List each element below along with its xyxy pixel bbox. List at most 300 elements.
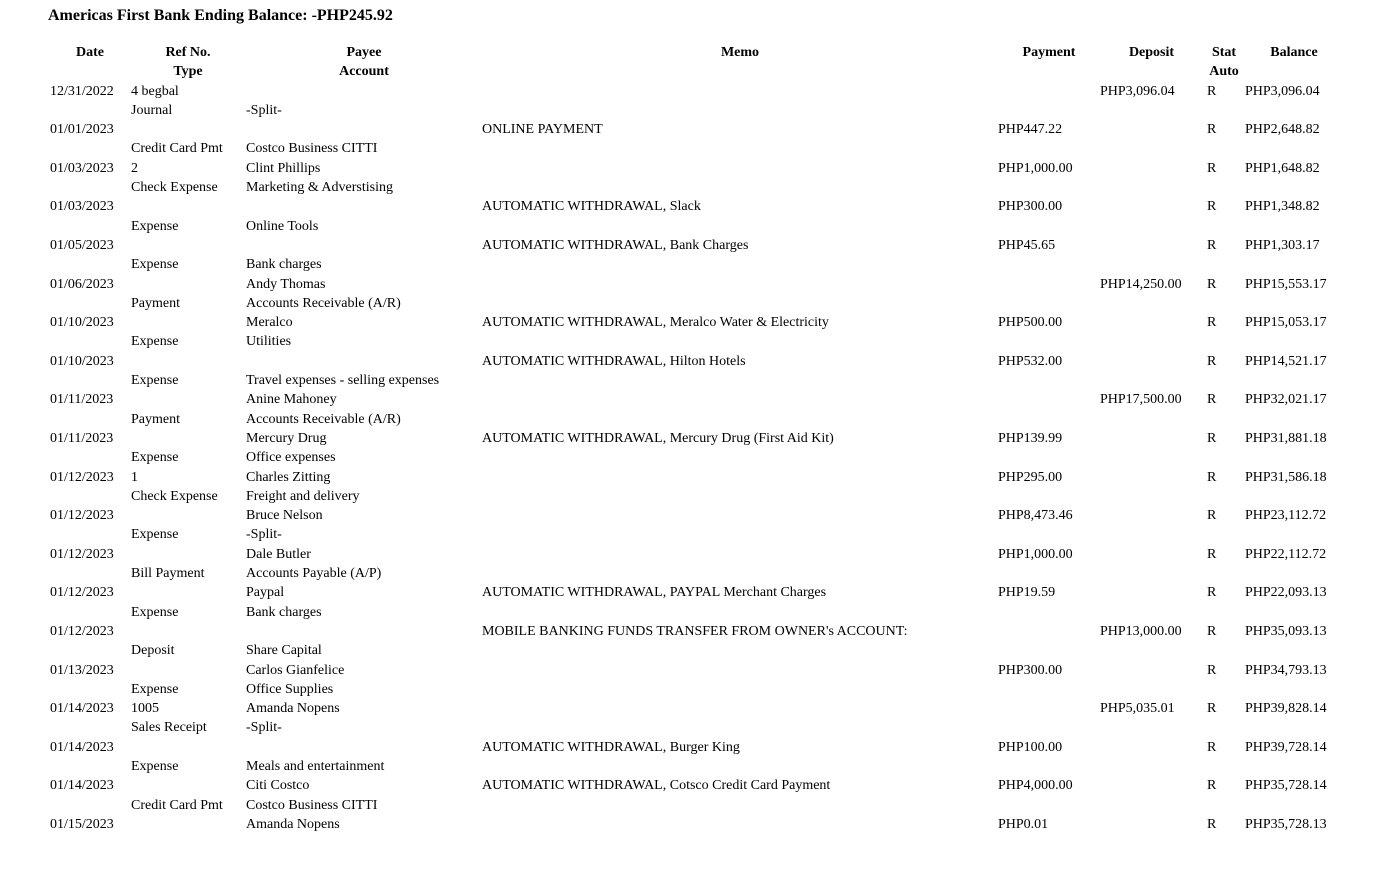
cell-blank [1245, 448, 1343, 467]
transaction-type [130, 834, 246, 853]
cell-blank [1100, 718, 1203, 737]
cell-blank [1100, 796, 1203, 815]
transaction-account: Online Tools [246, 218, 319, 234]
transaction-payee [246, 352, 482, 371]
cell-blank [47, 101, 130, 120]
header-row-2 [47, 62, 1343, 81]
transaction-date: 01/03/2023 [50, 160, 114, 176]
table-row-detail [47, 834, 1343, 853]
cell-blank [47, 525, 130, 544]
cell-blank [1203, 525, 1245, 544]
table-row-detail [47, 410, 1343, 429]
cell-blank [1245, 487, 1343, 506]
transaction-payment: PHP1,000.00 [998, 546, 1073, 562]
transaction-account: Meals and entertainment [246, 758, 385, 774]
transaction-account: Share Capital [246, 643, 322, 659]
transaction-type: Check Expense [131, 180, 218, 196]
cell-blank [1100, 139, 1203, 158]
transaction-status: R [1207, 778, 1217, 794]
transaction-account: -Split- [246, 102, 282, 118]
transaction-payment [998, 82, 1100, 101]
transaction-date: 01/14/2023 [50, 739, 114, 755]
transaction-memo [482, 545, 998, 564]
cell-blank [1100, 332, 1203, 351]
transaction-payment: PHP139.99 [998, 430, 1063, 446]
table-body [47, 82, 1343, 854]
transaction-deposit [1100, 738, 1203, 757]
transaction-date: 01/15/2023 [50, 816, 114, 832]
cell-blank [482, 718, 998, 737]
transaction-balance: PHP15,053.17 [1245, 315, 1327, 331]
table-row [47, 82, 1343, 101]
cell-blank [482, 255, 998, 274]
transaction-deposit: PHP3,096.04 [1100, 83, 1175, 99]
transaction-status: R [1207, 430, 1217, 446]
cell-blank [1245, 139, 1343, 158]
transaction-memo [482, 661, 998, 680]
transaction-memo: MOBILE BANKING FUNDS TRANSFER FROM OWNER's ACCOUNT: [482, 623, 908, 639]
transaction-deposit [1100, 313, 1203, 332]
transaction-type: Expense [131, 758, 179, 774]
cell-blank [47, 178, 130, 197]
cell-blank [482, 757, 998, 776]
table-row [47, 776, 1343, 795]
col-header-auto: Auto [1209, 64, 1239, 80]
table-row [47, 390, 1343, 409]
cell-blank [47, 796, 130, 815]
cell-blank [47, 294, 130, 313]
transaction-status: R [1207, 237, 1217, 253]
transaction-status: R [1207, 816, 1217, 832]
transaction-memo: AUTOMATIC WITHDRAWAL, Cotsco Credit Card Payment [482, 778, 831, 794]
cell-blank [1245, 371, 1343, 390]
cell-blank [1203, 641, 1245, 660]
transaction-status: R [1207, 122, 1217, 138]
table-row-detail [47, 603, 1343, 622]
table-row [47, 120, 1343, 139]
transaction-balance: PHP22,093.13 [1245, 585, 1327, 601]
transaction-balance: PHP15,553.17 [1245, 276, 1327, 292]
transaction-ref [130, 390, 246, 409]
cell-blank [1245, 680, 1343, 699]
transaction-type: Credit Card Pmt [131, 141, 223, 157]
cell-blank [998, 294, 1100, 313]
transaction-date: 01/05/2023 [50, 237, 114, 253]
cell-blank [1245, 603, 1343, 622]
transaction-deposit [1100, 429, 1203, 448]
header-row-1 [47, 43, 1343, 62]
transaction-date: 01/11/2023 [50, 392, 114, 408]
transaction-type: Expense [131, 334, 179, 350]
col-header-memo: Memo [720, 45, 760, 60]
transaction-deposit [1100, 815, 1203, 834]
transaction-status: R [1207, 392, 1217, 408]
transaction-date: 12/31/2022 [50, 83, 114, 99]
cell-blank [998, 757, 1100, 776]
transaction-memo: AUTOMATIC WITHDRAWAL, Hilton Hotels [482, 353, 746, 369]
transaction-deposit [1100, 506, 1203, 525]
table-row-detail [47, 294, 1343, 313]
cell-blank [482, 332, 998, 351]
transaction-payee: Paypal [246, 585, 285, 601]
transaction-ref [130, 197, 246, 216]
table-row-detail [47, 487, 1343, 506]
cell-blank [47, 718, 130, 737]
cell-blank [1203, 255, 1245, 274]
transaction-status: R [1207, 199, 1217, 215]
transaction-ref: 2 [131, 160, 138, 176]
cell-blank [1245, 757, 1343, 776]
transaction-deposit [1100, 545, 1203, 564]
transaction-deposit: PHP5,035.01 [1100, 701, 1175, 717]
transaction-payment: PHP532.00 [998, 353, 1063, 369]
transaction-payee: Dale Butler [246, 546, 311, 562]
cell-blank [47, 255, 130, 274]
cell-blank [1203, 487, 1245, 506]
table-row [47, 506, 1343, 525]
transaction-date: 01/14/2023 [50, 778, 114, 794]
cell-blank [1245, 834, 1343, 853]
cell-blank [47, 139, 130, 158]
cell-blank [482, 410, 998, 429]
cell-blank [482, 217, 998, 236]
transaction-ref [130, 661, 246, 680]
cell-blank [1100, 834, 1203, 853]
transaction-status: R [1207, 160, 1217, 176]
cell-blank [1100, 371, 1203, 390]
transaction-deposit [1100, 352, 1203, 371]
table-row-detail [47, 757, 1343, 776]
cell-blank [47, 641, 130, 660]
transaction-payment: PHP300.00 [998, 199, 1063, 215]
col-header-payment: Payment [1022, 45, 1076, 60]
cell-blank [998, 680, 1100, 699]
cell-blank [1245, 718, 1343, 737]
transaction-ref [130, 815, 246, 834]
cell-blank [482, 139, 998, 158]
transaction-type: Deposit [131, 643, 175, 659]
table-row [47, 738, 1343, 757]
table-row [47, 583, 1343, 602]
transaction-deposit [1100, 120, 1203, 139]
transaction-account: Office expenses [246, 450, 336, 466]
transaction-date: 01/12/2023 [50, 469, 114, 485]
cell-blank [1100, 101, 1203, 120]
transaction-type: Check Expense [131, 488, 218, 504]
table-row [47, 468, 1343, 487]
transaction-status: R [1207, 315, 1217, 331]
cell-blank [47, 603, 130, 622]
transaction-memo: AUTOMATIC WITHDRAWAL, PAYPAL Merchant Charges [482, 585, 827, 601]
cell-blank [482, 834, 998, 853]
transaction-type: Journal [131, 102, 173, 118]
transaction-memo: AUTOMATIC WITHDRAWAL, Mercury Drug (First Aid Kit) [482, 430, 834, 446]
cell-blank [1203, 294, 1245, 313]
transaction-memo [482, 275, 998, 294]
cell-blank [482, 641, 998, 660]
cell-blank [1245, 332, 1343, 351]
transaction-status: R [1207, 585, 1217, 601]
cell-blank [47, 217, 130, 236]
transaction-balance: PHP34,793.13 [1245, 662, 1327, 678]
cell-blank [47, 371, 130, 390]
cell-blank [1203, 332, 1245, 351]
transaction-payee: Clint Phillips [246, 160, 321, 176]
transaction-ref: 1 [131, 469, 138, 485]
cell-blank [998, 834, 1100, 853]
col-header-blank [47, 62, 130, 81]
transaction-payee: Andy Thomas [246, 276, 326, 292]
table-row [47, 815, 1343, 834]
cell-blank [998, 487, 1100, 506]
transaction-date: 01/12/2023 [50, 546, 114, 562]
cell-blank [1100, 680, 1203, 699]
col-header-account: Account [339, 64, 389, 80]
transaction-date: 01/01/2023 [50, 122, 114, 138]
transaction-ref [130, 120, 246, 139]
transaction-memo [482, 506, 998, 525]
transaction-date: 01/12/2023 [50, 623, 114, 639]
transaction-memo: AUTOMATIC WITHDRAWAL, Slack [482, 199, 701, 215]
transaction-status: R [1207, 276, 1217, 292]
transaction-account: Bank charges [246, 257, 322, 273]
transaction-account: Costco Business CITTI [246, 141, 378, 157]
cell-blank [1100, 487, 1203, 506]
cell-blank [1100, 294, 1203, 313]
col-header-blank [1245, 62, 1343, 81]
transaction-deposit [1100, 468, 1203, 487]
cell-blank [1245, 101, 1343, 120]
transaction-payee: Anine Mahoney [246, 392, 337, 408]
transaction-payment: PHP19.59 [998, 585, 1056, 601]
transaction-type: Expense [131, 218, 179, 234]
transaction-payment [998, 390, 1100, 409]
cell-blank [1100, 410, 1203, 429]
table-row-detail [47, 448, 1343, 467]
transaction-account: Office Supplies [246, 681, 334, 697]
cell-blank [998, 101, 1100, 120]
transaction-type: Credit Card Pmt [131, 797, 223, 813]
transaction-payment: PHP447.22 [998, 122, 1063, 138]
transaction-payment: PHP295.00 [998, 469, 1063, 485]
cell-blank [47, 757, 130, 776]
transaction-deposit [1100, 197, 1203, 216]
transaction-date: 01/12/2023 [50, 585, 114, 601]
transaction-date: 01/03/2023 [50, 199, 114, 215]
transaction-date: 01/11/2023 [50, 430, 114, 446]
cell-blank [1245, 294, 1343, 313]
cell-blank [1203, 796, 1245, 815]
cell-blank [482, 371, 998, 390]
cell-blank [1100, 217, 1203, 236]
cell-blank [1203, 139, 1245, 158]
transaction-balance: PHP31,881.18 [1245, 430, 1327, 446]
col-header-payee: Payee [346, 45, 382, 60]
transaction-status: R [1207, 662, 1217, 678]
transaction-account [246, 834, 482, 853]
cell-blank [1203, 757, 1245, 776]
cell-blank [482, 294, 998, 313]
transaction-balance: PHP35,093.13 [1245, 623, 1327, 639]
transaction-status: R [1207, 469, 1217, 485]
transaction-date: 01/06/2023 [50, 276, 114, 292]
transaction-payment: PHP0.01 [998, 816, 1049, 832]
transaction-payee: Carlos Gianfelice [246, 662, 345, 678]
transaction-payee [246, 738, 482, 757]
report-title: Americas First Bank Ending Balance: -PHP245.92 [48, 7, 393, 24]
cell-blank [482, 680, 998, 699]
table-header [47, 43, 1343, 82]
cell-blank [1245, 255, 1343, 274]
col-header-blank [998, 62, 1100, 81]
cell-blank [1100, 641, 1203, 660]
transaction-deposit [1100, 661, 1203, 680]
transaction-payment: PHP45.65 [998, 237, 1056, 253]
transaction-status: R [1207, 546, 1217, 562]
cell-blank [482, 487, 998, 506]
transaction-date: 01/13/2023 [50, 662, 114, 678]
cell-blank [1245, 525, 1343, 544]
table-row-detail [47, 718, 1343, 737]
cell-blank [998, 641, 1100, 660]
cell-blank [1245, 564, 1343, 583]
transaction-account: Marketing & Adverstising [246, 180, 393, 196]
transaction-balance: PHP2,648.82 [1245, 122, 1320, 138]
table-row [47, 197, 1343, 216]
col-header-type: Type [173, 64, 203, 80]
table-row [47, 275, 1343, 294]
table-row-detail [47, 101, 1343, 120]
transaction-payment: PHP1,000.00 [998, 160, 1073, 176]
transaction-type: Expense [131, 527, 179, 543]
col-header-date: Date [76, 45, 104, 60]
cell-blank [47, 332, 130, 351]
table-row-detail [47, 796, 1343, 815]
cell-blank [482, 525, 998, 544]
table-row [47, 699, 1343, 718]
transaction-status: R [1207, 508, 1217, 524]
table-row-detail [47, 564, 1343, 583]
transaction-deposit [1100, 776, 1203, 795]
cell-blank [998, 448, 1100, 467]
transaction-ref: 1005 [131, 701, 159, 717]
transaction-payment [998, 622, 1100, 641]
transaction-type: Sales Receipt [131, 720, 207, 736]
transaction-type: Payment [131, 411, 180, 427]
cell-blank [1203, 834, 1245, 853]
col-header-deposit: Deposit [1128, 45, 1175, 60]
table-row-detail [47, 255, 1343, 274]
transaction-payment: PHP4,000.00 [998, 778, 1073, 794]
transaction-memo [482, 699, 998, 718]
transaction-ref [130, 313, 246, 332]
transaction-payment [998, 699, 1100, 718]
transaction-account: -Split- [246, 527, 282, 543]
table-row-detail [47, 178, 1343, 197]
cell-blank [1100, 448, 1203, 467]
transaction-ref [130, 738, 246, 757]
cell-blank [1203, 101, 1245, 120]
transaction-account: Travel expenses - selling expenses [246, 373, 440, 389]
transaction-type: Expense [131, 450, 179, 466]
cell-blank [1203, 371, 1245, 390]
transaction-payee [246, 236, 482, 255]
table-row-detail [47, 139, 1343, 158]
cell-blank [482, 796, 998, 815]
transaction-date: 01/12/2023 [50, 508, 114, 524]
cell-blank [1203, 603, 1245, 622]
transaction-balance: PHP32,021.17 [1245, 392, 1327, 408]
transaction-payment: PHP8,473.46 [998, 508, 1073, 524]
transaction-status: R [1207, 701, 1217, 717]
cell-blank [482, 564, 998, 583]
transaction-balance: PHP14,521.17 [1245, 353, 1327, 369]
table-row [47, 622, 1343, 641]
table-row [47, 236, 1343, 255]
transaction-payee [246, 622, 482, 641]
cell-blank [482, 178, 998, 197]
cell-blank [998, 371, 1100, 390]
transaction-balance: PHP1,303.17 [1245, 237, 1320, 253]
cell-blank [1245, 217, 1343, 236]
cell-blank [482, 603, 998, 622]
transaction-memo [482, 159, 998, 178]
transaction-account: Accounts Payable (A/P) [246, 566, 382, 582]
transaction-balance: PHP35,728.14 [1245, 778, 1327, 794]
transaction-ref [130, 506, 246, 525]
transaction-deposit: PHP17,500.00 [1100, 392, 1182, 408]
table-row [47, 429, 1343, 448]
transaction-payee [246, 197, 482, 216]
transaction-account: Bank charges [246, 604, 322, 620]
transaction-date: 01/14/2023 [50, 701, 114, 717]
cell-blank [1100, 255, 1203, 274]
cell-blank [1203, 448, 1245, 467]
transaction-deposit: PHP14,250.00 [1100, 276, 1182, 292]
transaction-account: Costco Business CITTI [246, 797, 378, 813]
transaction-payment: PHP300.00 [998, 662, 1063, 678]
cell-blank [1100, 564, 1203, 583]
transaction-ref [130, 545, 246, 564]
transaction-balance: PHP3,096.04 [1245, 83, 1320, 99]
transaction-ref [130, 236, 246, 255]
transaction-deposit: PHP13,000.00 [1100, 623, 1182, 639]
transaction-date: 01/10/2023 [50, 315, 114, 331]
transaction-payee [246, 82, 482, 101]
transaction-ref [130, 275, 246, 294]
transaction-type: Expense [131, 373, 179, 389]
cell-blank [998, 332, 1100, 351]
transaction-status: R [1207, 739, 1217, 755]
transaction-type: Expense [131, 257, 179, 273]
transaction-account: -Split- [246, 720, 282, 736]
transaction-account: Utilities [246, 334, 292, 350]
cell-blank [998, 564, 1100, 583]
cell-blank [1203, 718, 1245, 737]
transaction-ref: 4 begbal [131, 83, 179, 99]
transaction-payee: Amanda Nopens [246, 816, 340, 832]
transaction-balance: PHP1,648.82 [1245, 160, 1320, 176]
transaction-balance: PHP39,728.14 [1245, 739, 1327, 755]
cell-blank [998, 718, 1100, 737]
transaction-deposit [1100, 159, 1203, 178]
cell-blank [1203, 178, 1245, 197]
table-row [47, 352, 1343, 371]
transaction-payee: Citi Costco [246, 778, 310, 794]
transaction-balance: PHP22,112.72 [1245, 546, 1327, 562]
cell-blank [1203, 410, 1245, 429]
cell-blank [998, 525, 1100, 544]
